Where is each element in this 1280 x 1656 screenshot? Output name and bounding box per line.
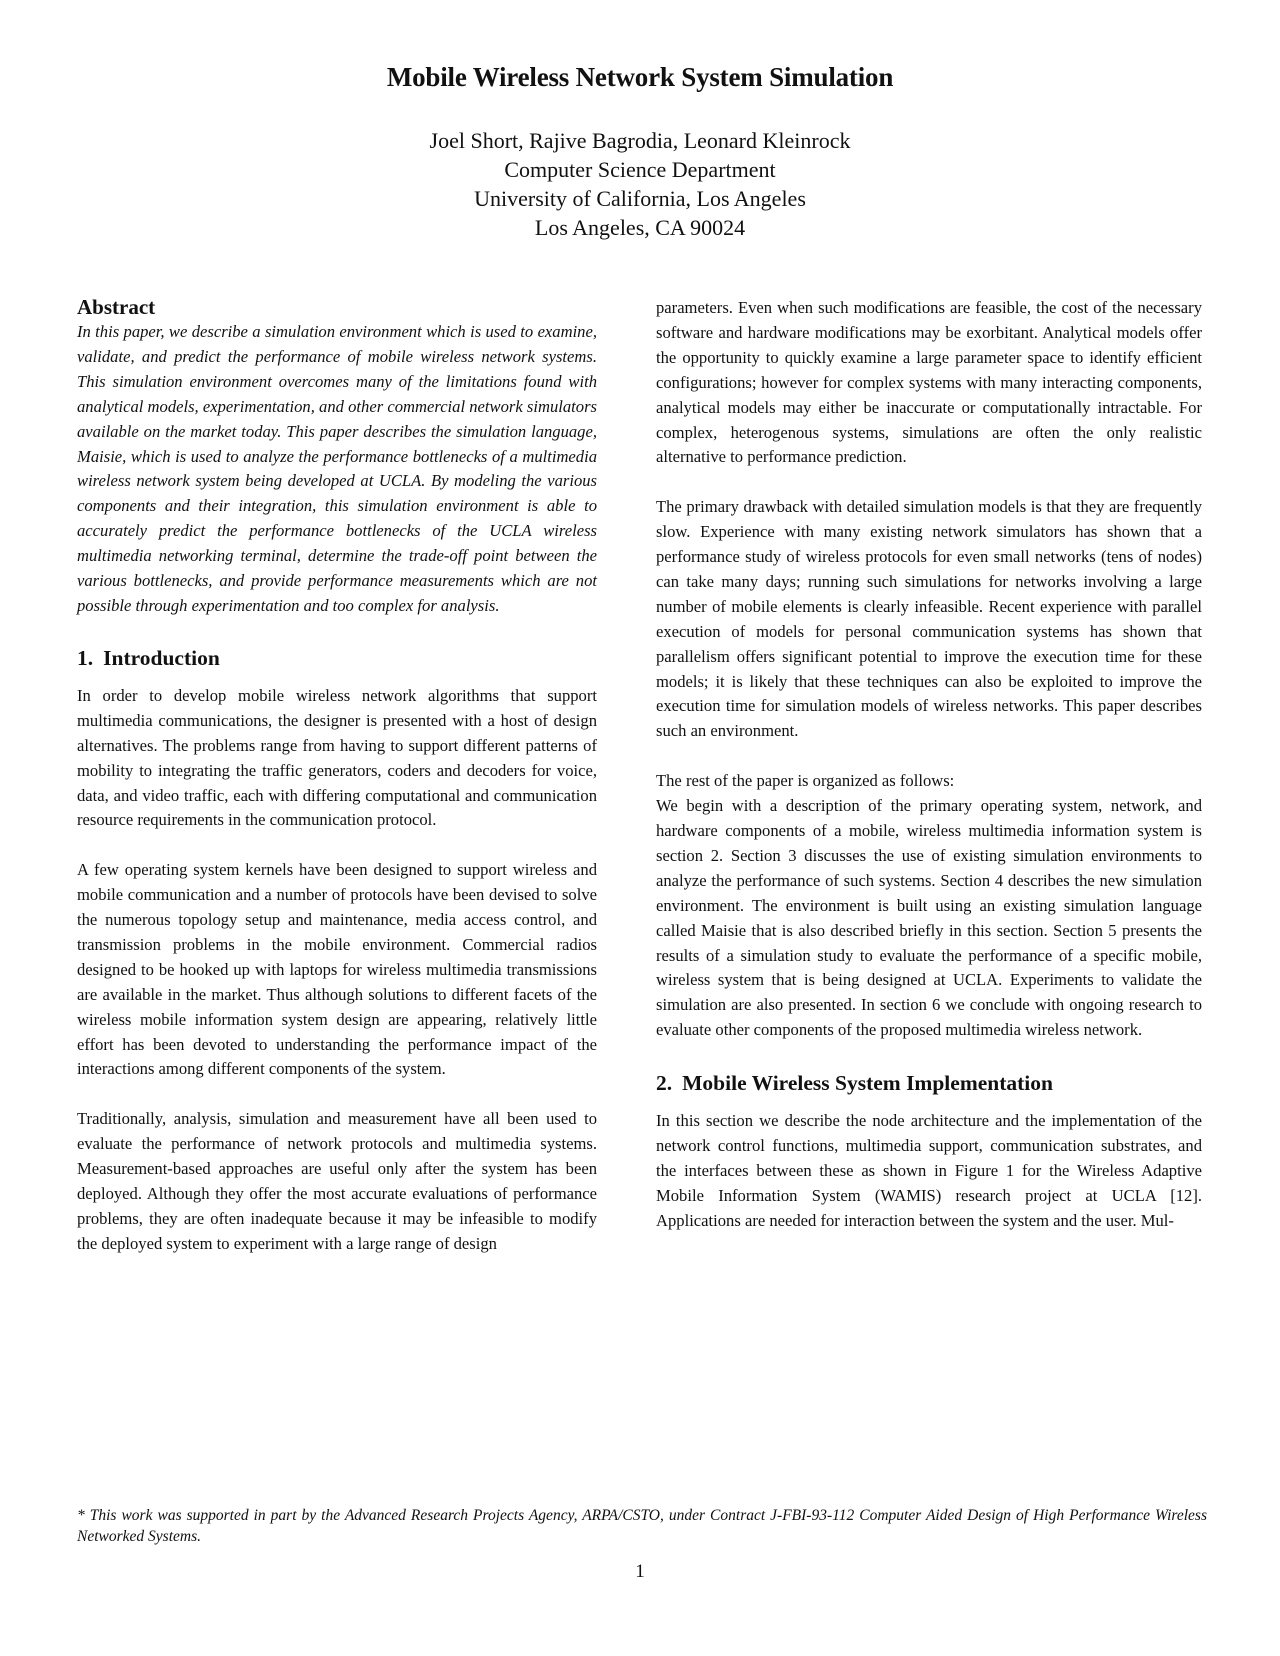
author-block [0,126,1280,242]
intro-paragraph-3: Traditionally, analysis, simulation and measurement have all been used to evaluate the performance of network protocols and multimedia systems. Measurement-based approaches are useful only after the system has been deployed. Although they offer the most accurate evaluations of performance problems, they are often inadequate because it may be infeasible to modify the deployed system to experiment with a large range of design [77,1109,597,1253]
section-title: Introduction [103,645,220,670]
intro-paragraph-5-lead: The rest of the paper is organized as follows: [656,771,955,791]
page-number: 1 [635,1561,645,1582]
section-heading-implementation [656,1068,1202,1098]
intro-paragraph-5: We begin with a description of the primary operating system, network, and hardware components of a mobile, wireless multimedia information system is section 2. Section 3 discusses the use of existing simulation environments to analyze the performance of such systems. Section 4 describes the new simulation environment. The environment is built using an existing simulation language called Maisie that is also described briefly in this section. Section 5 presents the results of a simulation study to evaluate the performance of a specific mobile, wireless system that is being designed at UCLA. Experiments to validate the simulation are also presented. In section 6 we conclude with ongoing research to evaluate other components of the proposed multimedia wireless network. [656,796,1202,1040]
abstract-heading: Abstract [77,295,156,319]
affiliation-address: Los Angeles, CA 90024 [534,215,746,240]
affiliation-university: University of California, Los Angeles [474,186,806,211]
section-title: Mobile Wireless System Implementation [682,1071,1053,1096]
paper-title: Mobile Wireless Network System Simulation [386,62,894,92]
author-names: Joel Short, Rajive Bagrodia, Leonard Kleinrock [429,128,851,153]
section-number: 2. [656,1071,673,1096]
section-number: 1. [77,645,94,670]
intro-paragraph-4: The primary drawback with detailed simulation models is that they are frequently slow. Experience with many existing network simulators has shown that a performance study of wireless protocols for even small networks (tens of nodes) can take many days; running such simulations for networks involving a large number of mobile elements is clearly infeasible. Recent experience with parallel execution of models for personal communication systems has shown that parallelism offers significant potential to improve the execution time for these models; it is likely that these techniques can also be exploited to improve the execution time for simulation models of wireless networks. This paper describes such an environment. [656,497,1202,741]
footnote: * This work was supported in part by the Advanced Research Projects Agency, ARPA/CSTO, under Contract J-FBI-93-112 Computer Aided Design of High Performance Wireless Networked Systems. [77,1507,1207,1545]
left-column [77,294,597,1257]
intro-paragraph-1: In order to develop mobile wireless network algorithms that support multimedia communications, the designer is presented with a host of design alternatives. The problems range from having to support different patterns of mobility to integrating the traffic generators, coders and decoders for voice, data, and video traffic, each with differing computational and communication resource requirements in the communication protocol. [77,685,597,830]
right-column [656,296,1202,1234]
intro-paragraph-3-continued: parameters. Even when such modifications are feasible, the cost of the necessary software and hardware modifications may be exorbitant. Analytical models offer the opportunity to quickly examine a large parameter space to identify efficient configurations; however for complex systems with many interacting components, analytical models may either be inaccurate or computationally intractable. For complex, heterogenous systems, simulations are often the only realistic alternative to performance prediction. [656,298,1202,467]
implementation-paragraph-1: In this section we describe the node architecture and the implementation of the network control functions, multimedia support, communication substrates, and the interfaces between these as shown in Figure 1 for the Wireless Adaptive Mobile Information System (WAMIS) research project at UCLA [12]. Applications are needed for interaction between the system and the user. Mul- [656,1111,1202,1230]
abstract-text: In this paper, we describe a simulation environment which is used to examine, validate, and predict the performance of mobile wireless network systems. This simulation environment overcomes many of the limitations found with analytical models, experimentation, and other commercial network simulators available on the market today. This paper describes the simulation language, Maisie, which is used to analyze the performance bottlenecks of a multimedia wireless network system being developed at UCLA. By modeling the various components and their integration, this simulation environment is able to accurately predict the performance bottlenecks of the UCLA wireless multimedia networking terminal, determine the trade-off point between the various bottlenecks, and provide performance measurements which are not possible through experimentation and too complex for analysis. [77,322,597,615]
section-heading-introduction [77,643,597,673]
intro-paragraph-2: A few operating system kernels have been designed to support wireless and mobile communication and a number of protocols have been devised to solve the numerous topology setup and maintenance, media access control, and transmission problems in the mobile environment. Commercial radios designed to be hooked up with laptops for wireless multimedia transmissions are available in the market. Thus although solutions to different facets of the wireless mobile information system design are appearing, relatively little effort has been devoted to understanding the performance impact of the interactions among different components of the system. [77,860,597,1079]
affiliation-department: Computer Science Department [504,157,776,182]
